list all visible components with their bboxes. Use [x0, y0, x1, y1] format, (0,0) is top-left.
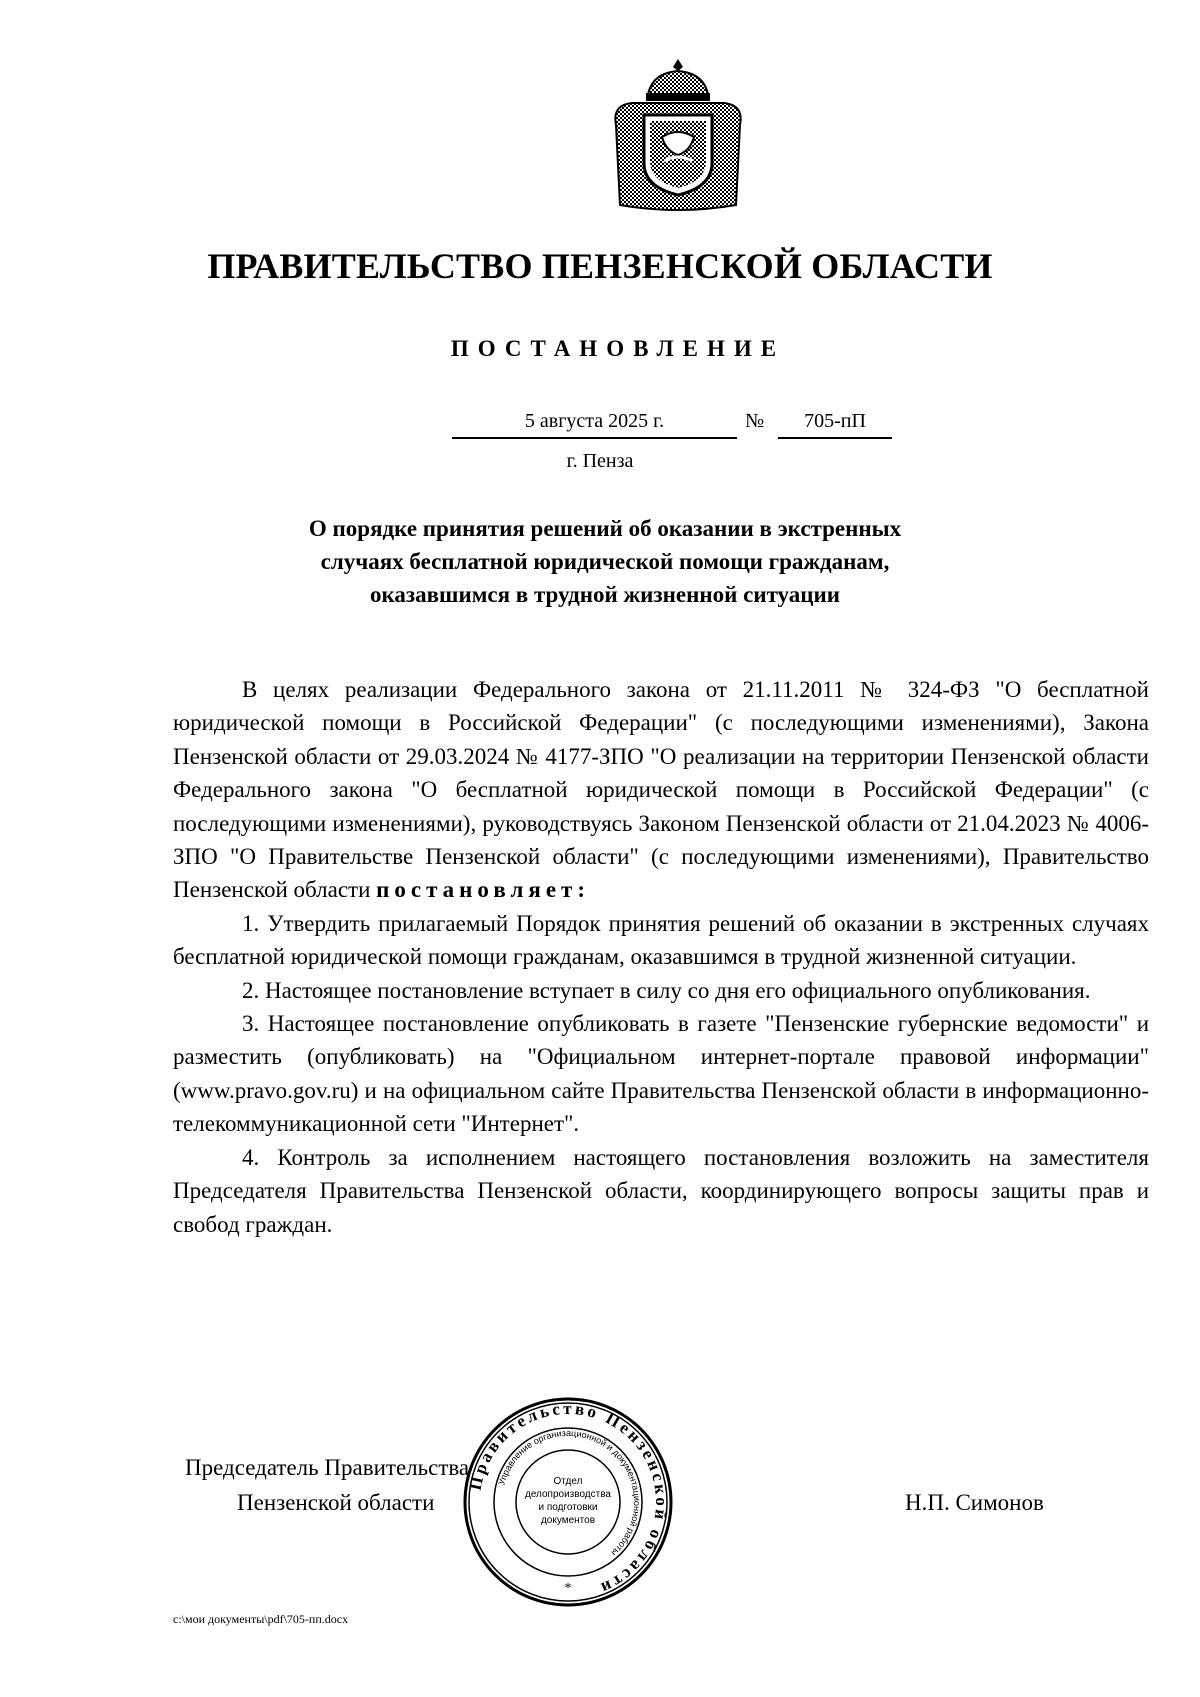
item-paragraph: 1. Утвердить прилагаемый Порядок принятия решений об оказании в экстренных случаях бесплатной юридической помощи гражданам, оказавшимся в трудной жизненной ситуации. — [173, 910, 1149, 970]
number-sign: № — [745, 410, 765, 432]
svg-text:*: * — [564, 1581, 572, 1596]
document-type: ПОСТАНОВЛЕНИЕ — [450, 336, 786, 361]
document-date: 5 августа 2025 г. — [452, 410, 737, 439]
seal-outer-text: Правительство Пензенской области — [465, 1398, 672, 1599]
signatory-position-line2: Пензенской области — [237, 1490, 435, 1515]
preamble-paragraph — [173, 673, 1149, 907]
heading-line: О порядке принятия решений об оказании в экстренных — [308, 516, 902, 541]
heading-line: оказавшимся в трудной жизненной ситуации — [369, 582, 841, 607]
item-paragraph: 3. Настоящее постановление опубликовать в газете "Пензенские губернские ведомости" и разместить (опубликовать) на "Официальном интернет-портале правовой информации" (www.pravo.gov.ru) и на официальном сайте Правительства Пензенской области в информационно-телекоммуникационной сети "Интернет". — [173, 1011, 1149, 1137]
coat-of-arms-emblem — [602, 55, 754, 215]
seal-center-line: делопроизводства — [524, 1489, 612, 1500]
preamble-text: В целях реализации Федерального закона от 21.11.2011 № 324-ФЗ "О бесплатной юридической помощи в Российской Федерации" (с последующими изменениями), Закона Пензенской области от 29.03.2024 № 4177-ЗПО "О реализации на территории Пензенской области Федерального закона "О бесплатной юридической помощи в Российской Федерации" (с последующими изменениями), руководствуясь Законом Пензенской области от 21.04.2023 № 4006-ЗПО "О Правительстве Пензенской области" (с последующими изменениями), Правительство Пензенской области — [173, 677, 1149, 903]
heading-line: случаях бесплатной юридической помощи гражданам, — [320, 549, 890, 574]
signatory-position-line1: Председатель Правительства — [185, 1455, 470, 1480]
seal-center-line: и подготовки — [538, 1502, 598, 1513]
document-city: г. Пенза — [566, 450, 634, 472]
footer-file-path: c:\мои документы\pdf\705-пп.docx — [173, 1612, 349, 1626]
seal-center-line: документов — [540, 1515, 596, 1526]
organization-title: ПРАВИТЕЛЬСТВО ПЕНЗЕНСКОЙ ОБЛАСТИ — [207, 246, 993, 286]
item-paragraph: 4. Контроль за исполнением настоящего постановления возложить на заместителя Председателя Правительства Пензенской области, координирующего вопросы защиты прав и свобод граждан. — [173, 1144, 1149, 1237]
seal-ring-text: Управление организационной и документационной работы — [496, 1427, 643, 1559]
document-body — [173, 673, 1149, 1241]
document-number: 705-пП — [778, 410, 892, 439]
decree-word: постановляет: — [376, 877, 590, 903]
seal-center-line: Отдел — [553, 1476, 583, 1487]
document-heading — [220, 512, 990, 611]
official-seal-stamp — [462, 1396, 674, 1608]
signatory-name: Н.П. Симонов — [905, 1490, 1044, 1515]
item-paragraph: 2. Настоящее постановление вступает в силу со дня его официального опубликования. — [242, 977, 1091, 1003]
